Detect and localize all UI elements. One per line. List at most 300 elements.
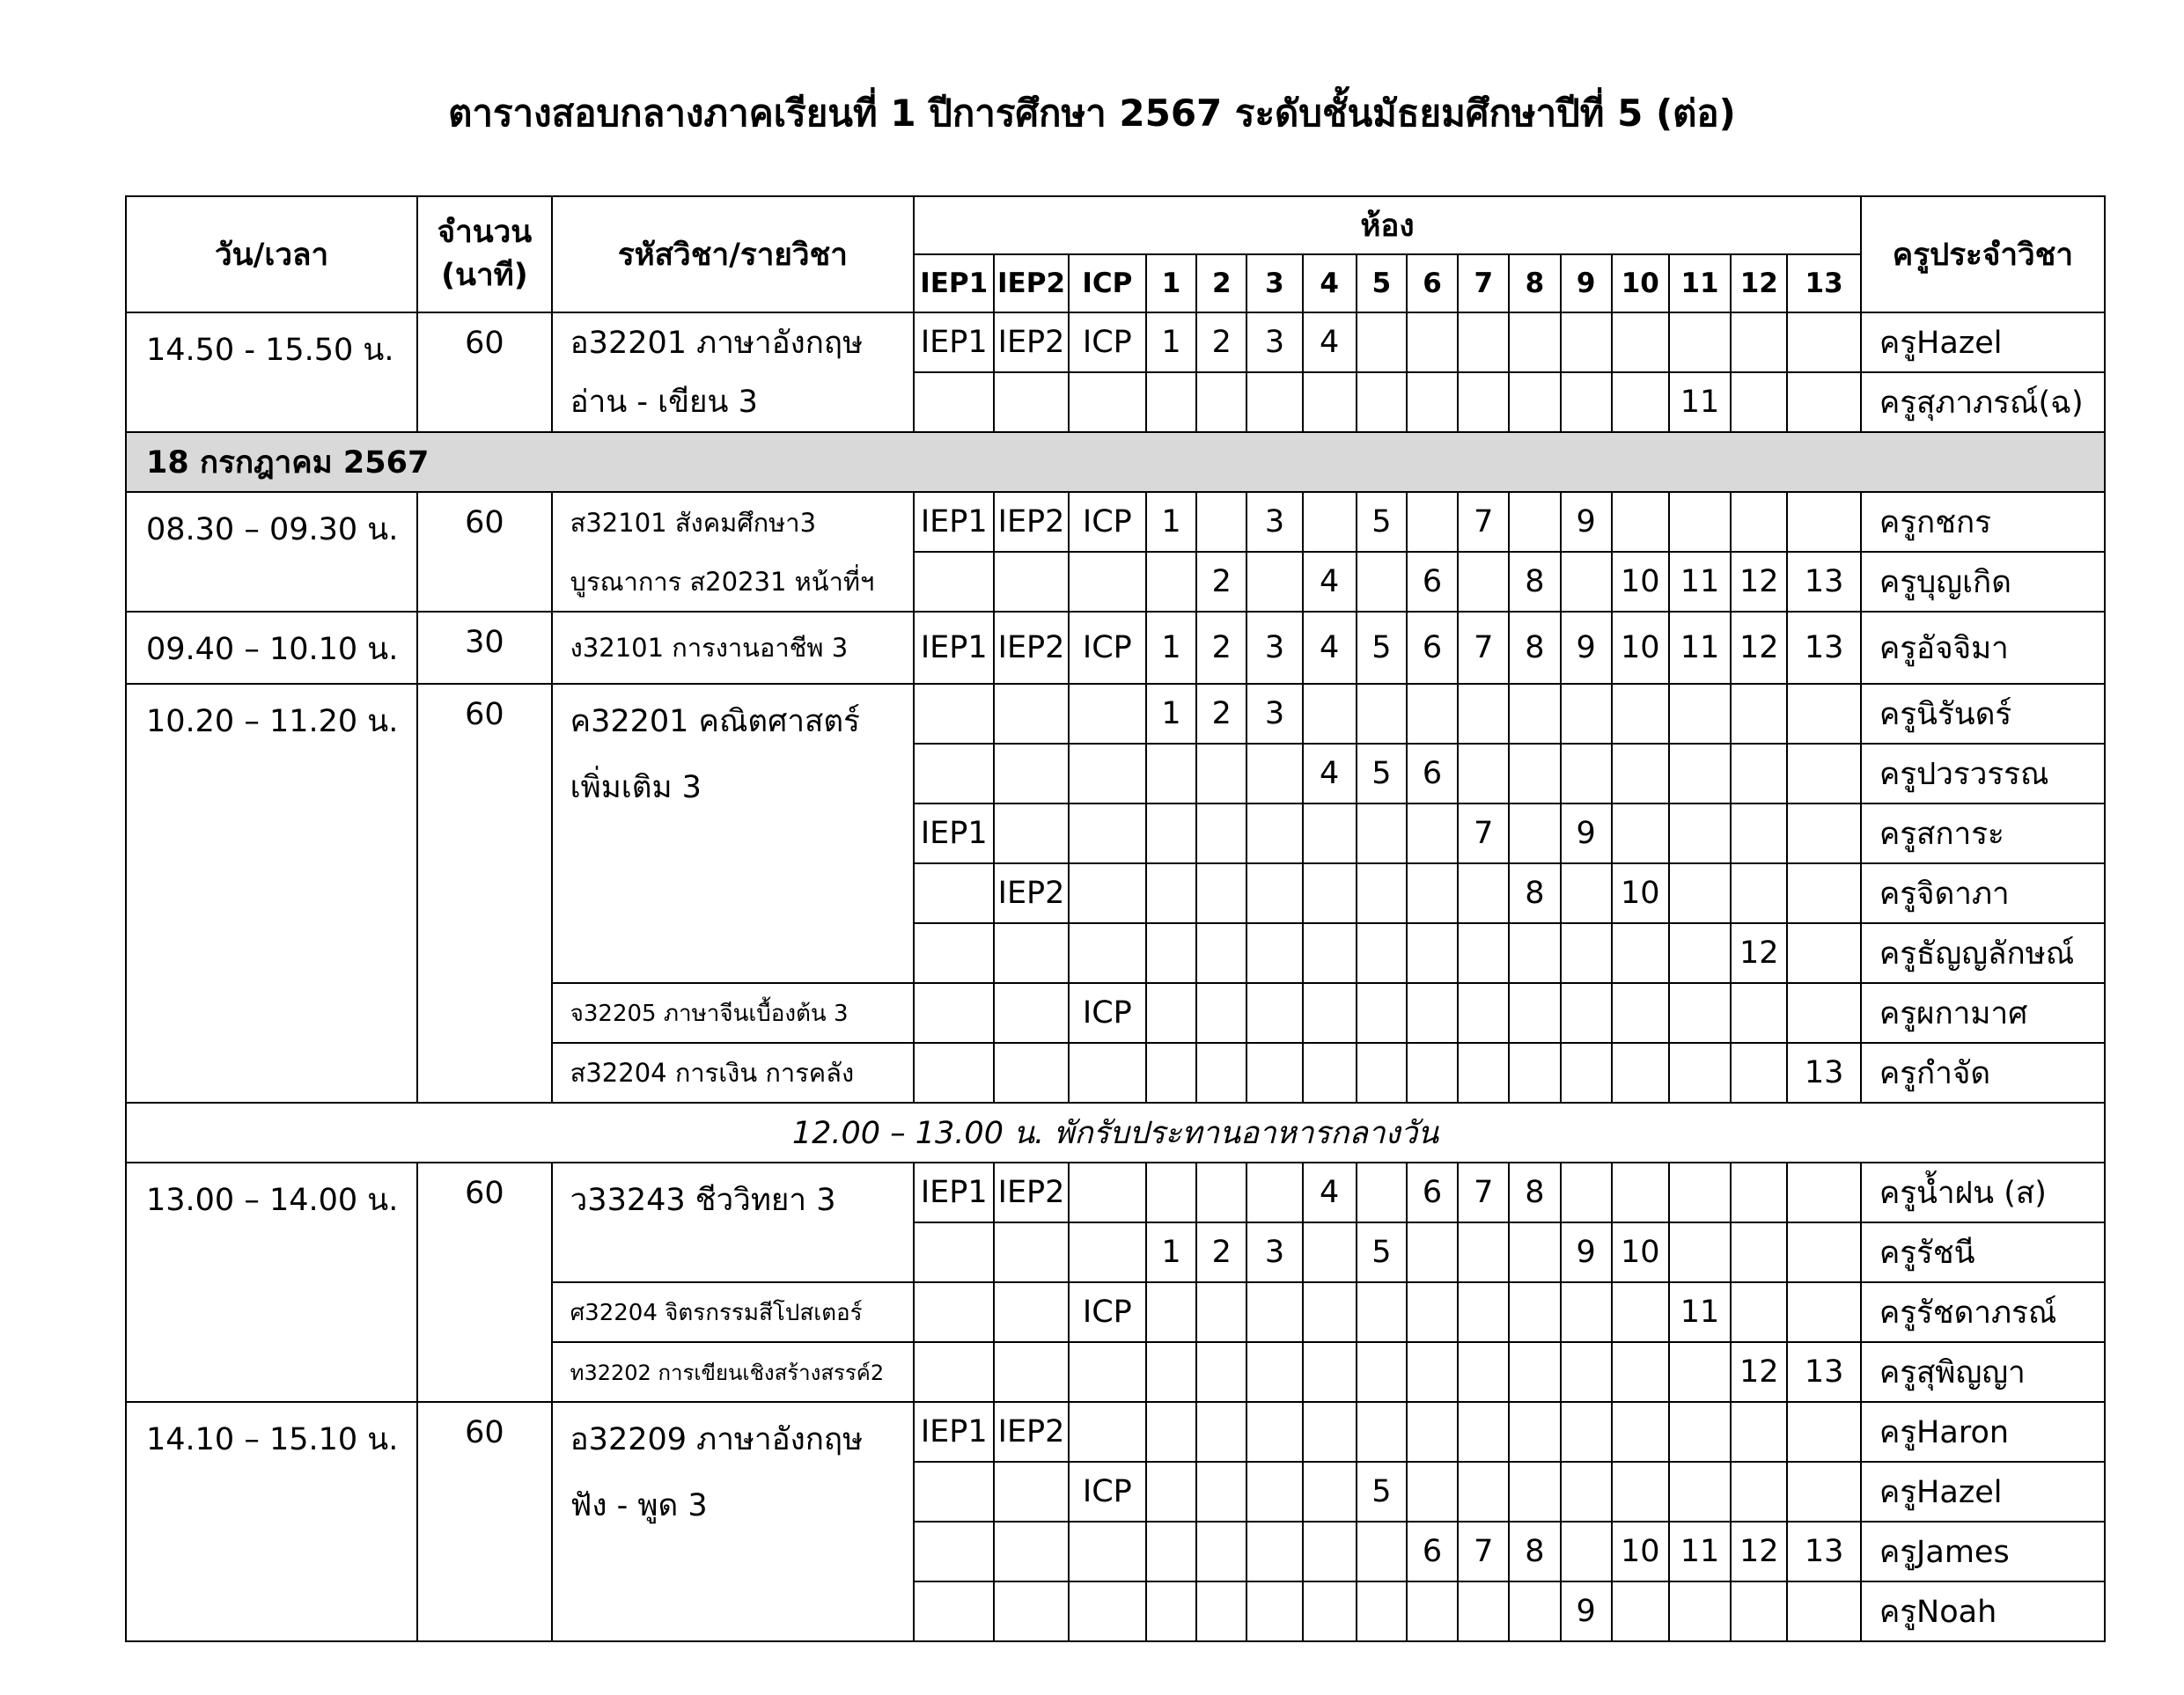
teacher-cell: ครูนิรันดร์: [1861, 684, 2105, 744]
room-cell: 4: [1303, 552, 1357, 612]
room-cell: [1612, 684, 1669, 744]
room-cell: [1509, 983, 1560, 1043]
room-cell: [1357, 923, 1407, 983]
room-cell: [1407, 1402, 1458, 1462]
room-col-header: IEP1: [914, 254, 994, 312]
room-cell: [1731, 1402, 1787, 1462]
room-cell: [1196, 1282, 1246, 1342]
room-cell: [1458, 744, 1509, 803]
room-cell: [1669, 803, 1731, 863]
room-cell: 10: [1612, 612, 1669, 684]
room-cell: ICP: [1069, 492, 1146, 552]
room-cell: [1509, 1462, 1560, 1522]
room-cell: ICP: [1069, 312, 1146, 372]
time-cell: 08.30 – 09.30 น.: [126, 492, 417, 612]
room-cell: 8: [1509, 552, 1560, 612]
room-cell: [1561, 1342, 1612, 1402]
room-cell: [1731, 863, 1787, 923]
room-cell: [1146, 1522, 1196, 1581]
room-cell: [994, 372, 1068, 432]
room-cell: 4: [1303, 312, 1357, 372]
room-cell: [1787, 492, 1860, 552]
room-cell: [1357, 803, 1407, 863]
minutes-cell: 60: [417, 684, 552, 1103]
room-cell: [1787, 684, 1860, 744]
room-cell: [1787, 1163, 1860, 1222]
room-cell: [1246, 1462, 1302, 1522]
room-col-header: 11: [1669, 254, 1731, 312]
room-cell: 3: [1246, 612, 1302, 684]
room-cell: 4: [1303, 744, 1357, 803]
room-cell: 11: [1669, 552, 1731, 612]
room-cell: 9: [1561, 803, 1612, 863]
room-cell: [1146, 803, 1196, 863]
room-cell: [1407, 312, 1458, 372]
room-cell: [1246, 1522, 1302, 1581]
room-col-header: 13: [1787, 254, 1860, 312]
room-cell: [1246, 744, 1302, 803]
room-cell: [1069, 863, 1146, 923]
subject-cell: จ32205 ภาษาจีนเบื้องต้น 3: [552, 983, 914, 1043]
room-cell: 2: [1196, 1222, 1246, 1282]
room-cell: [1458, 1043, 1509, 1103]
room-cell: IEP2: [994, 1402, 1068, 1462]
room-cell: [1246, 552, 1302, 612]
room-cell: [1246, 1163, 1302, 1222]
teacher-cell: ครูHazel: [1861, 312, 2105, 372]
room-cell: [1146, 1402, 1196, 1462]
time-cell: 14.50 - 15.50 น.: [126, 312, 417, 432]
room-cell: [1196, 372, 1246, 432]
room-cell: 6: [1407, 612, 1458, 684]
room-cell: [1246, 803, 1302, 863]
minutes-cell: 30: [417, 612, 552, 684]
room-cell: 6: [1407, 1163, 1458, 1222]
room-cell: [994, 923, 1068, 983]
room-cell: 1: [1146, 492, 1196, 552]
room-cell: 6: [1407, 1522, 1458, 1581]
room-cell: 7: [1458, 1163, 1509, 1222]
room-cell: [1357, 312, 1407, 372]
room-cell: 7: [1458, 803, 1509, 863]
room-cell: [914, 923, 994, 983]
room-cell: [1787, 1402, 1860, 1462]
room-cell: [1731, 983, 1787, 1043]
room-cell: [1069, 372, 1146, 432]
room-cell: [1069, 1522, 1146, 1581]
room-cell: [1509, 1222, 1560, 1282]
room-cell: [1458, 1402, 1509, 1462]
room-cell: 4: [1303, 1163, 1357, 1222]
teacher-cell: ครูอัจจิมา: [1861, 612, 2105, 684]
room-cell: 8: [1509, 612, 1560, 684]
time-cell: 13.00 – 14.00 น.: [126, 1163, 417, 1402]
room-cell: [1069, 744, 1146, 803]
date-row: [126, 432, 2105, 492]
room-cell: [1787, 983, 1860, 1043]
room-cell: [1303, 684, 1357, 744]
room-cell: [1612, 372, 1669, 432]
room-col-header: 2: [1196, 254, 1246, 312]
room-cell: [1407, 863, 1458, 923]
room-cell: [1509, 492, 1560, 552]
room-cell: [1196, 1342, 1246, 1402]
subject-cell: [552, 1402, 914, 1641]
room-cell: [1458, 372, 1509, 432]
room-cell: [1669, 1581, 1731, 1641]
teacher-cell: ครูน้ำฝน (ส): [1861, 1163, 2105, 1222]
room-cell: [1787, 1581, 1860, 1641]
teacher-cell: ครูสการะ: [1861, 803, 2105, 863]
room-cell: [1669, 1163, 1731, 1222]
room-cell: [1069, 552, 1146, 612]
room-cell: [1069, 1163, 1146, 1222]
room-cell: [1407, 1342, 1458, 1402]
room-cell: IEP2: [994, 1163, 1068, 1222]
room-cell: [1731, 1043, 1787, 1103]
room-cell: [1787, 1222, 1860, 1282]
room-cell: [1669, 1462, 1731, 1522]
room-cell: [1246, 1342, 1302, 1402]
table-row: [126, 312, 2105, 372]
room-cell: ICP: [1069, 1282, 1146, 1342]
room-cell: 8: [1509, 863, 1560, 923]
room-cell: 7: [1458, 612, 1509, 684]
room-cell: [1731, 492, 1787, 552]
room-cell: [1787, 923, 1860, 983]
subject-line: อ32209 ภาษาอังกฤษ: [570, 1422, 864, 1457]
room-cell: 5: [1357, 492, 1407, 552]
room-col-header: 5: [1357, 254, 1407, 312]
room-cell: [1357, 372, 1407, 432]
room-cell: [1612, 1462, 1669, 1522]
room-cell: 12: [1731, 612, 1787, 684]
room-cell: [1509, 684, 1560, 744]
subject-cell: อ32201 ภาษาอังกฤษ: [552, 312, 914, 372]
room-cell: [994, 1282, 1068, 1342]
room-cell: [1146, 1043, 1196, 1103]
header-rooms: ห้อง: [914, 196, 1861, 254]
room-cell: 5: [1357, 1222, 1407, 1282]
room-cell: [1509, 1342, 1560, 1402]
teacher-cell: ครูJames: [1861, 1522, 2105, 1581]
room-cell: [1146, 552, 1196, 612]
subject-cell: ท32202 การเขียนเชิงสร้างสรรค์2: [552, 1342, 914, 1402]
room-cell: [1669, 923, 1731, 983]
room-cell: [914, 552, 994, 612]
room-cell: [1509, 1282, 1560, 1342]
room-cell: [1509, 744, 1560, 803]
room-cell: 10: [1612, 552, 1669, 612]
room-cell: [1303, 1282, 1357, 1342]
table-row: [126, 1402, 2105, 1462]
room-cell: [1612, 983, 1669, 1043]
room-cell: 4: [1303, 612, 1357, 684]
room-cell: [1146, 923, 1196, 983]
room-cell: [1357, 684, 1407, 744]
teacher-cell: ครูสุภาภรณ์(ฉ): [1861, 372, 2105, 432]
room-cell: [1458, 1462, 1509, 1522]
teacher-cell: ครูธัญญลักษณ์: [1861, 923, 2105, 983]
room-cell: [1731, 372, 1787, 432]
room-cell: IEP2: [994, 612, 1068, 684]
table-row: [126, 684, 2105, 744]
room-cell: [1357, 1043, 1407, 1103]
room-cell: [1509, 1581, 1560, 1641]
table-row: [126, 492, 2105, 552]
room-cell: [1303, 863, 1357, 923]
room-cell: [914, 744, 994, 803]
room-cell: 3: [1246, 492, 1302, 552]
room-cell: 11: [1669, 1522, 1731, 1581]
teacher-cell: ครูกำจัด: [1861, 1043, 2105, 1103]
room-cell: [1731, 1222, 1787, 1282]
room-col-header: IEP2: [994, 254, 1068, 312]
teacher-cell: ครูสุพิญญา: [1861, 1342, 2105, 1402]
room-cell: [1731, 1581, 1787, 1641]
room-cell: [1669, 863, 1731, 923]
room-cell: [1561, 1043, 1612, 1103]
room-cell: [1407, 1581, 1458, 1641]
room-cell: [1196, 1522, 1246, 1581]
room-cell: IEP2: [994, 863, 1068, 923]
lunch-label: 12.00 – 13.00 น. พักรับประทานอาหารกลางวัน: [126, 1103, 2105, 1163]
teacher-cell: ครูHazel: [1861, 1462, 2105, 1522]
room-cell: [1458, 1342, 1509, 1402]
room-cell: 13: [1787, 612, 1860, 684]
room-cell: [1407, 1462, 1458, 1522]
room-cell: 1: [1146, 684, 1196, 744]
room-cell: [1146, 372, 1196, 432]
room-cell: [1731, 1163, 1787, 1222]
room-cell: [1561, 312, 1612, 372]
room-cell: [1787, 1282, 1860, 1342]
room-cell: IEP2: [994, 492, 1068, 552]
room-cell: IEP1: [914, 1163, 994, 1222]
room-cell: [1069, 1402, 1146, 1462]
room-cell: [1069, 923, 1146, 983]
room-cell: [1069, 684, 1146, 744]
page-title: ตารางสอบกลางภาคเรียนที่ 1 ปีการศึกษา 2567 ระดับชั้นมัธยมศึกษาปีที่ 5 (ต่อ): [448, 92, 1736, 135]
teacher-cell: ครูจิดาภา: [1861, 863, 2105, 923]
room-cell: 2: [1196, 684, 1246, 744]
room-cell: [1069, 1222, 1146, 1282]
room-cell: [1357, 552, 1407, 612]
room-cell: [994, 1581, 1068, 1641]
time-cell: 09.40 – 10.10 น.: [126, 612, 417, 684]
room-cell: 7: [1458, 492, 1509, 552]
room-cell: [1146, 1581, 1196, 1641]
teacher-cell: ครูรัชดาภรณ์: [1861, 1282, 2105, 1342]
room-cell: [1458, 684, 1509, 744]
room-cell: IEP1: [914, 1402, 994, 1462]
room-cell: [1407, 372, 1458, 432]
room-cell: 2: [1196, 552, 1246, 612]
room-cell: 5: [1357, 1462, 1407, 1522]
room-cell: [914, 372, 994, 432]
room-cell: [1196, 744, 1246, 803]
room-col-header: 12: [1731, 254, 1787, 312]
room-cell: 3: [1246, 684, 1302, 744]
room-cell: [1407, 492, 1458, 552]
table-row: [126, 612, 2105, 684]
room-cell: [1669, 1342, 1731, 1402]
minutes-cell: 60: [417, 312, 552, 432]
room-cell: [1246, 1043, 1302, 1103]
room-cell: [1196, 1163, 1246, 1222]
room-cell: [1146, 1342, 1196, 1402]
room-cell: [1407, 923, 1458, 983]
room-cell: [1407, 1222, 1458, 1282]
subject-cell: [552, 684, 914, 983]
subject-cell: บูรณาการ ส20231 หน้าที่ฯ: [552, 552, 914, 612]
room-cell: [1458, 1282, 1509, 1342]
room-cell: [914, 1222, 994, 1282]
room-cell: [1146, 1163, 1196, 1222]
room-cell: [914, 1282, 994, 1342]
room-cell: [1407, 684, 1458, 744]
teacher-cell: ครูบุญเกิด: [1861, 552, 2105, 612]
room-cell: [1561, 1163, 1612, 1222]
subject-cell: อ่าน - เขียน 3: [552, 372, 914, 432]
room-cell: [994, 803, 1068, 863]
room-cell: 3: [1246, 1222, 1302, 1282]
time-cell: 10.20 – 11.20 น.: [126, 684, 417, 1103]
teacher-cell: ครูกชกร: [1861, 492, 2105, 552]
room-cell: [1303, 1462, 1357, 1522]
room-cell: ICP: [1069, 983, 1146, 1043]
room-cell: [1669, 1222, 1731, 1282]
room-cell: IEP1: [914, 612, 994, 684]
room-cell: 13: [1787, 1522, 1860, 1581]
room-cell: [1561, 923, 1612, 983]
time-cell: 14.10 – 15.10 น.: [126, 1402, 417, 1641]
room-cell: [1787, 863, 1860, 923]
exam-schedule-table: [125, 195, 2106, 1642]
room-cell: [1196, 1043, 1246, 1103]
room-cell: [1303, 1043, 1357, 1103]
room-cell: [1196, 923, 1246, 983]
room-cell: [1669, 312, 1731, 372]
room-cell: [1246, 1581, 1302, 1641]
room-cell: [1561, 1522, 1612, 1581]
room-cell: [1069, 1581, 1146, 1641]
room-cell: [1561, 744, 1612, 803]
room-cell: [914, 684, 994, 744]
room-cell: 10: [1612, 1522, 1669, 1581]
room-cell: [1303, 1222, 1357, 1282]
room-cell: [1561, 983, 1612, 1043]
subject-cell: ส32101 สังคมศึกษา3: [552, 492, 914, 552]
room-cell: [1069, 1043, 1146, 1103]
room-cell: [1357, 1402, 1407, 1462]
room-cell: 2: [1196, 312, 1246, 372]
room-cell: [1196, 863, 1246, 923]
teacher-cell: ครูHaron: [1861, 1402, 2105, 1462]
room-cell: 6: [1407, 552, 1458, 612]
room-cell: [994, 983, 1068, 1043]
room-cell: [1357, 983, 1407, 1043]
room-cell: [1561, 684, 1612, 744]
room-cell: [1612, 1043, 1669, 1103]
room-cell: [1669, 744, 1731, 803]
room-cell: [1196, 1462, 1246, 1522]
room-cell: [914, 983, 994, 1043]
room-cell: [1509, 803, 1560, 863]
room-cell: 12: [1731, 1342, 1787, 1402]
room-cell: [1303, 1402, 1357, 1462]
room-cell: [1731, 312, 1787, 372]
header-teacher: ครูประจำวิชา: [1861, 196, 2105, 312]
room-cell: [1303, 803, 1357, 863]
room-cell: [1612, 312, 1669, 372]
room-cell: [1357, 1581, 1407, 1641]
room-cell: 12: [1731, 923, 1787, 983]
subject-line: เพิ่มเติม 3: [570, 770, 702, 805]
subject-cell: ว33243 ชีววิทยา 3: [552, 1163, 914, 1282]
teacher-cell: ครูรัชนี: [1861, 1222, 2105, 1282]
room-cell: 11: [1669, 1282, 1731, 1342]
room-cell: [1357, 1163, 1407, 1222]
room-cell: [1669, 684, 1731, 744]
subject-cell: ส32204 การเงิน การคลัง: [552, 1043, 914, 1103]
room-cell: [994, 1043, 1068, 1103]
room-cell: [1731, 1462, 1787, 1522]
room-cell: [1303, 1581, 1357, 1641]
subject-line: ค32201 คณิตศาสตร์: [570, 704, 860, 739]
room-cell: [1458, 983, 1509, 1043]
room-cell: [1509, 312, 1560, 372]
room-cell: [1731, 803, 1787, 863]
room-cell: [1612, 923, 1669, 983]
room-cell: IEP1: [914, 803, 994, 863]
room-cell: [1561, 863, 1612, 923]
room-cell: [1612, 1342, 1669, 1402]
room-cell: 9: [1561, 492, 1612, 552]
room-cell: [1669, 1402, 1731, 1462]
room-col-header: 8: [1509, 254, 1560, 312]
room-cell: [1612, 1581, 1669, 1641]
room-cell: [1146, 1462, 1196, 1522]
header-minutes: จำนวน (นาที): [417, 196, 552, 312]
room-cell: [1246, 863, 1302, 923]
room-cell: 5: [1357, 612, 1407, 684]
room-cell: [1303, 372, 1357, 432]
room-cell: [1561, 1402, 1612, 1462]
minutes-cell: 60: [417, 492, 552, 612]
room-cell: 12: [1731, 552, 1787, 612]
room-cell: [994, 684, 1068, 744]
room-cell: [1731, 1282, 1787, 1342]
room-cell: [1146, 863, 1196, 923]
room-cell: [914, 1522, 994, 1581]
room-cell: ICP: [1069, 612, 1146, 684]
room-cell: [1612, 492, 1669, 552]
room-cell: 6: [1407, 744, 1458, 803]
room-cell: ICP: [1069, 1462, 1146, 1522]
room-cell: [1407, 803, 1458, 863]
room-cell: 13: [1787, 1342, 1860, 1402]
room-cell: [1303, 1342, 1357, 1402]
room-cell: 13: [1787, 552, 1860, 612]
room-cell: [1196, 1402, 1246, 1462]
room-cell: 8: [1509, 1163, 1560, 1222]
room-cell: 1: [1146, 612, 1196, 684]
room-col-header: 3: [1246, 254, 1302, 312]
room-col-header: 9: [1561, 254, 1612, 312]
room-cell: [1731, 684, 1787, 744]
room-cell: 11: [1669, 612, 1731, 684]
